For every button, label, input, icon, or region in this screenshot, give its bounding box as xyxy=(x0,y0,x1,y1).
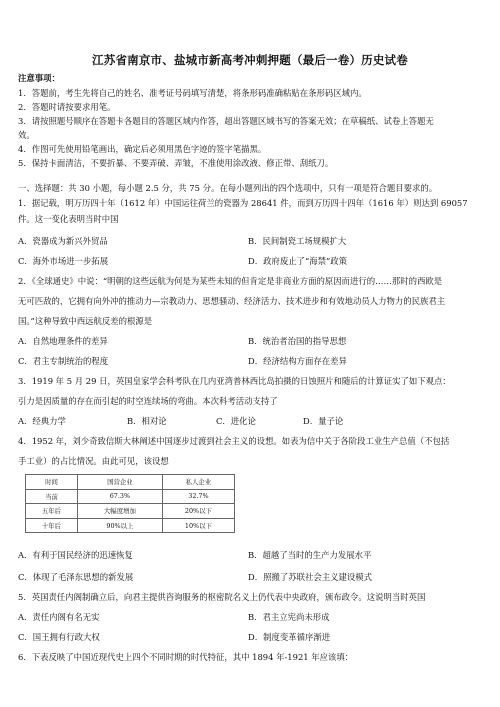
question-2-option-a: A．自然地理条件的差异 xyxy=(18,336,108,346)
table-cell: 五年后 xyxy=(26,504,78,519)
question-2-text: 无可匹敌的，它拥有向外冲的推动力—宗教动力、思想骚动、经济活力、技术进步和有效地动员人力物力的民族君主 xyxy=(18,296,446,306)
question-4-text: 4．1952 年，刘少奇致信斯大林阐述中国逐步过渡到社会主义的设想。如表为信中关于各阶段工业生产总值（不包括 xyxy=(18,436,450,446)
question-4-option-b: B．超越了当时的生产力发展水平 xyxy=(248,550,372,560)
table-cell: 20%以下 xyxy=(162,504,234,519)
question-6-text: 6．下表反映了中国近现代史上四个不同时期的时代特征，其中 1894 年-1921 年应该填： xyxy=(18,652,354,662)
table-row xyxy=(26,489,235,504)
table-cell: 32.7% xyxy=(162,489,234,504)
question-3-option-c: C．进化论 xyxy=(216,416,256,426)
question-4-option-c: C．体现了毛泽东思想的新发展 xyxy=(18,572,134,582)
table-header-row xyxy=(26,475,235,490)
page-title: 江苏省南京市、盐城市新高考冲刺押题（最后一卷）历史试卷 xyxy=(92,53,408,67)
table-cell: 大幅度增加 xyxy=(77,504,162,519)
question-1-text: 件。这一变化表明当时中国 xyxy=(18,214,119,224)
question-2-text: 2．《全球通史》中说：“明朝的这些远航为何是为某些未知的但肯定是非商业方面的原因而进行的……那时的西欧是 xyxy=(18,276,443,286)
question-3-option-a: A．经典力学 xyxy=(18,416,66,426)
notice-item: 效。 xyxy=(18,130,35,140)
table-cell: 10%以下 xyxy=(162,518,234,533)
question-1-text: 1．据记载，明万历四十年（1612 年）中国运往荷兰的瓷器为 28641 件，而到万历四十四年（1616 年）则达到 69057 xyxy=(18,198,468,208)
question-4-text: 手工业）的占比情况。由此可见，该设想 xyxy=(18,456,169,466)
question-1-option-d: D．政府废止了“海禁”政策 xyxy=(248,256,348,266)
notice-item: 1．答题前，考生先将自己的姓名、准考证号码填写清楚，将条形码准确粘贴在条形码区域内。 xyxy=(18,88,367,98)
notice-heading: 注意事项： xyxy=(18,73,60,83)
table-cell: 十年后 xyxy=(26,518,78,533)
question-3-text: 引力是因质量的存在而引起的时空连续场的弯曲。本次科考活动支持了 xyxy=(18,396,278,406)
question-5-option-c: C．国王拥有行政大权 xyxy=(18,632,100,642)
question-4-option-a: A．有利于国民经济的迅速恢复 xyxy=(18,550,133,560)
question-1-option-a: A．瓷器成为新兴外贸品 xyxy=(18,236,108,246)
question-5-option-d: D．制度变革循序渐进 xyxy=(248,632,331,642)
table-row xyxy=(26,518,235,533)
table-header-cell: 时间 xyxy=(26,475,78,490)
question-1-option-c: C．海外市场进一步拓展 xyxy=(18,256,109,266)
notice-item: 2．答题时请按要求用笔。 xyxy=(18,102,116,112)
table-cell: 67.3% xyxy=(77,489,162,504)
question-2-option-b: B．统治者治国的指导思想 xyxy=(248,336,347,346)
industry-share-table xyxy=(25,474,235,533)
question-5-option-b: B．君主立宪尚未形成 xyxy=(248,612,330,622)
question-2-option-d: D．经济结构方面存在差异 xyxy=(248,356,347,366)
table-header-cell: 国营企业 xyxy=(77,475,162,490)
table-header-cell: 私人企业 xyxy=(162,475,234,490)
question-2-text: 国。”这种导致中西远航反差的根源是 xyxy=(18,316,153,326)
question-5-text: 5．英国责任内阁制确立后，向君主提供咨询服务的枢密院名义上仍代表中央政府，颁布政令。这说明当时英国 xyxy=(18,592,426,602)
table-row xyxy=(26,504,235,519)
section-heading: 一、选择题：共 30 小题，每小题 2.5 分，共 75 分。在每小题列出的四个选项中，只有一项是符合题目要求的。 xyxy=(18,183,438,193)
table-cell: 90%以上 xyxy=(77,518,162,533)
question-5-option-a: A．责任内阁有名无实 xyxy=(18,612,100,622)
notice-item: 3．请按照题号顺序在答题卡各题目的答题区域内作答，超出答题区域书写的答案无效；在草稿纸、试卷上答题无 xyxy=(18,116,434,126)
question-1-option-b: B．民间制瓷工场规模扩大 xyxy=(248,236,347,246)
notice-item: 4．作图可先使用铅笔画出，确定后必须用黑色字迹的签字笔描黑。 xyxy=(18,144,267,154)
question-3-text: 3．1919 年 5 月 29 日，英国皇家学会科考队在几内亚湾普林西比岛拍摄的日蚀照片和随后的计算证实了如下观点： xyxy=(18,376,451,386)
notice-item: 5．保持卡面清洁，不要折暴、不要弄破、弄皱，不准使用涂改液、修正带、刮纸刀。 xyxy=(18,158,334,168)
table-cell: 当前 xyxy=(26,489,78,504)
question-3-option-d: D．量子论 xyxy=(303,416,344,426)
question-4-option-d: D．照搬了苏联社会主义建设模式 xyxy=(248,572,372,582)
question-3-option-b: B．相对论 xyxy=(127,416,167,426)
question-2-option-c: C．君主专制统治的程度 xyxy=(18,356,109,366)
